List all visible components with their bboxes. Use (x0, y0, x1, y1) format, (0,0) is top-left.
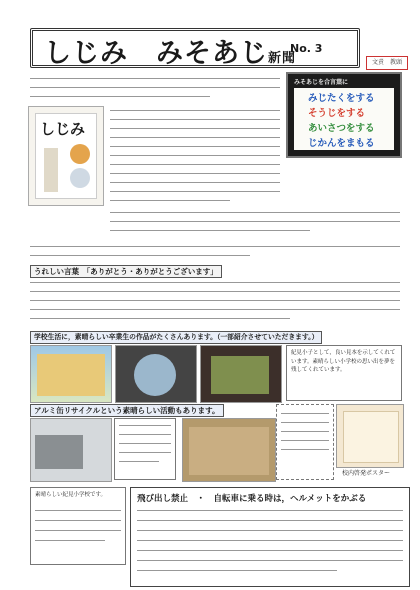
sticker-2 (70, 168, 90, 188)
calligraphy-photo (28, 106, 104, 206)
issue-number: No. 3 (290, 42, 323, 55)
newspaper-title (44, 31, 296, 70)
section-happy-words: うれしい言葉 「ありがとう・ありがとうございます」 (30, 265, 222, 278)
caption-kanji (286, 345, 402, 401)
cans-art (189, 427, 269, 475)
safety-title: 飛び出し禁止 ・ 自転車に乗る時は，ヘルメットをかぶる (137, 494, 367, 504)
sticker (70, 144, 90, 164)
sculpture-photo (115, 345, 197, 403)
calligraphy-strip (44, 148, 58, 192)
board-sheet (294, 88, 394, 150)
poster-art (343, 411, 399, 463)
shed-art (35, 435, 83, 469)
caption-shed (114, 418, 176, 480)
board-item-ji: じかんをまもる (308, 138, 375, 149)
safety-notice (130, 487, 410, 587)
paragraph-block (30, 244, 402, 264)
globe-art (134, 354, 176, 396)
board-item-mi: みじたくをする (308, 93, 375, 104)
wall-art (211, 356, 269, 394)
poster-photo (336, 404, 404, 468)
title-main: しじみ みそあじ (44, 38, 268, 69)
middle-text-block (110, 106, 282, 206)
poster-label: 校内啓発ポスター (342, 470, 391, 477)
board-item-so: そうじをする (308, 108, 366, 119)
mural-photo (30, 345, 112, 403)
caption-bottom-left (30, 487, 126, 565)
author-tag: 文責 教頭 (366, 56, 408, 70)
board-item-a: あいさつをする (308, 123, 375, 134)
caption-bottom-left-text: 素晴らしい紀見小学校です。 (35, 492, 107, 498)
happy-words-text (30, 280, 402, 330)
title-suffix: 新聞 (268, 51, 297, 66)
masthead (30, 28, 402, 70)
section-aluminum-can: アルミ缶リサイクルという素晴らしい活動もあります。 (30, 404, 224, 417)
caption-cans (276, 404, 334, 480)
calligraphy-paper (35, 113, 97, 199)
cans-photo (182, 418, 276, 482)
caption-kanji-text: 紀見小子として，良い見本を示してくれています。素晴らしい小学校の思い出を夢を残してくれています。 (291, 350, 396, 373)
section-graduate-works: 学校生活に，素晴らしい卒業生の作品がたくさんあります。（一部紹介させていただきます。） (30, 331, 322, 344)
calligraphy-text: しじみ (40, 120, 86, 138)
motto-board (286, 72, 402, 158)
wall-art-photo (200, 345, 282, 403)
intro-text-block (30, 76, 282, 102)
shed-photo (30, 418, 112, 482)
board-heading: みそあじを合言葉に (294, 79, 349, 86)
mural-art (37, 354, 105, 396)
